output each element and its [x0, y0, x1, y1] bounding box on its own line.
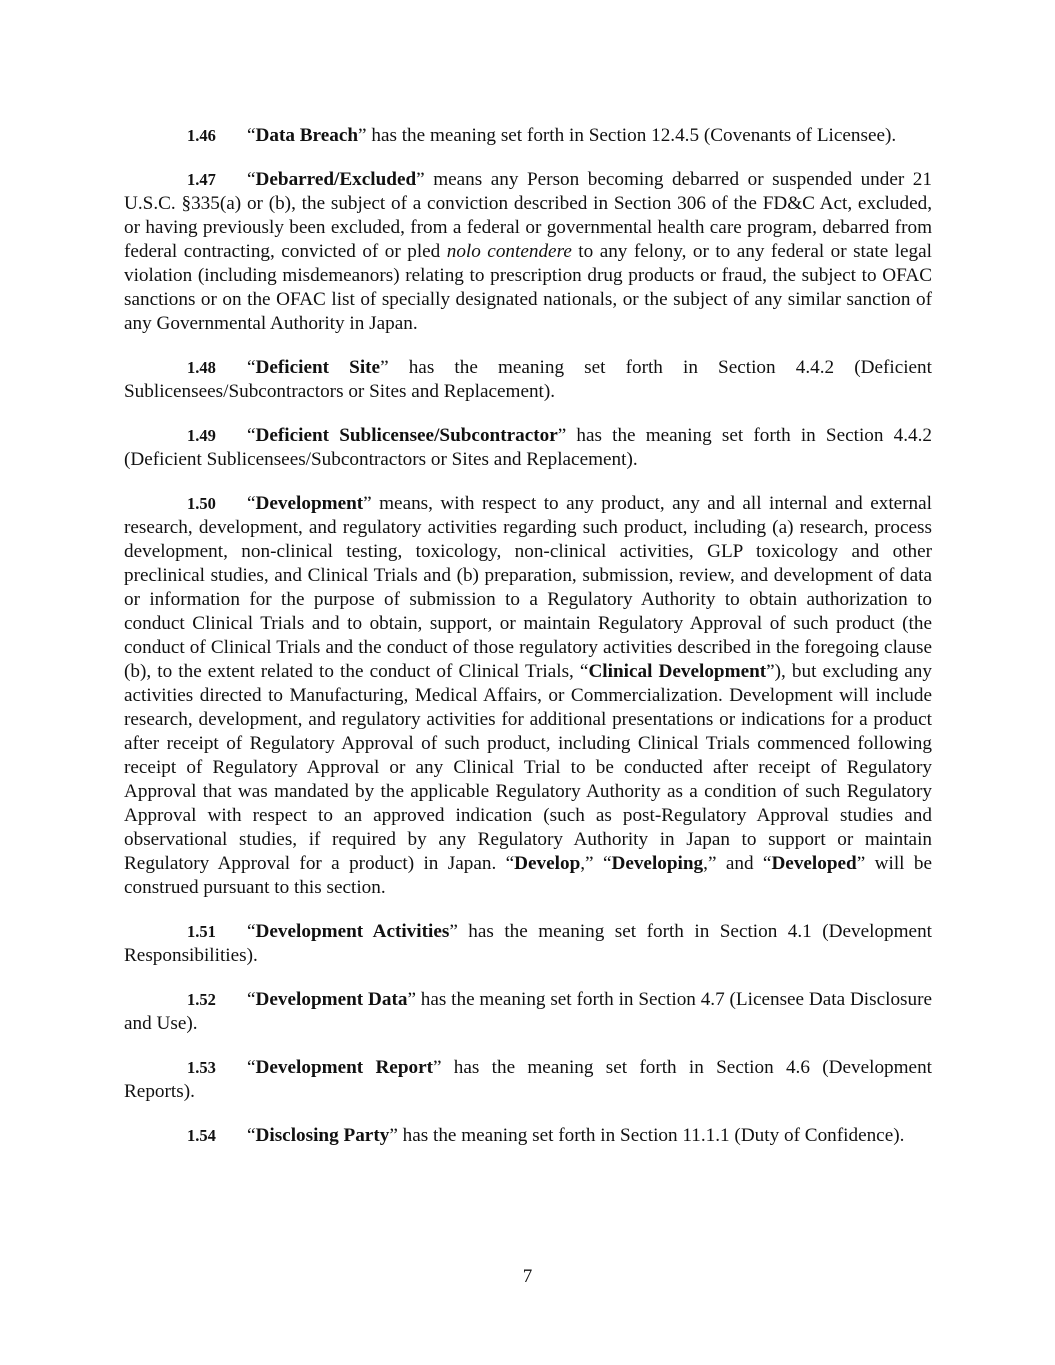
- definition-paragraph: [124, 988, 932, 1036]
- section-number: 1.46: [187, 126, 216, 145]
- section-number: 1.52: [187, 990, 216, 1009]
- section-number: 1.51: [187, 922, 216, 941]
- page-number: 7: [522, 1266, 533, 1287]
- definition-paragraph: [124, 492, 932, 900]
- text-run: ” has the meaning set forth in Section 4.6 (Development Reports).: [124, 1057, 932, 1102]
- section-number: 1.47: [187, 170, 216, 189]
- defined-term: Development Data: [255, 989, 408, 1010]
- defined-term: Development: [255, 493, 364, 514]
- definition-text: [124, 169, 932, 334]
- text-run: ” means any Person becoming debarred or suspended under 21 U.S.C. §335(a) or (b), the subject of a conviction described in Section 306 of the FD&C Act, excluded, or having previously been excluded, from a federal or governmental health care program, debarred from federal contracting, convicted of or pled: [124, 169, 932, 262]
- section-number: 1.50: [187, 494, 216, 513]
- text-run: “: [247, 125, 256, 146]
- defined-term: Data Breach: [255, 125, 359, 146]
- text-run: “: [247, 1057, 256, 1078]
- text-run: “: [247, 357, 256, 378]
- text-run: “: [247, 989, 256, 1010]
- definition-paragraph: [124, 424, 932, 472]
- document-body: [124, 124, 932, 1168]
- text-run: ,” “: [580, 853, 612, 874]
- defined-term: Disclosing Party: [255, 1125, 390, 1146]
- text-run: “: [247, 921, 256, 942]
- definition-text: [247, 1125, 904, 1146]
- text-run: ” has the meaning set forth in Section 11.1.1 (Duty of Confidence).: [389, 1125, 905, 1146]
- section-number: 1.48: [187, 358, 216, 377]
- definition-paragraph: [124, 168, 932, 336]
- italic-text: nolo contendere: [446, 241, 572, 262]
- text-run: ” has the meaning set forth in Section 4.4.2 (Deficient Sublicensees/Subcontractors or Sites and Replacement).: [124, 357, 932, 402]
- definition-paragraph: [124, 124, 932, 148]
- text-run: “: [247, 1125, 256, 1146]
- text-run: ,” and “: [703, 853, 772, 874]
- text-run: ” has the meaning set forth in Section 12.4.5 (Covenants of Licensee).: [358, 125, 897, 146]
- section-number: 1.53: [187, 1058, 216, 1077]
- definition-paragraph: [124, 920, 932, 968]
- text-run: ” will be construed pursuant to this section.: [124, 853, 932, 898]
- text-run: ” has the meaning set forth in Section 4.4.2 (Deficient Sublicensees/Subcontractors or Sites and Replacement).: [124, 425, 932, 470]
- defined-term: Develop: [514, 853, 581, 874]
- defined-term: Developed: [771, 853, 857, 874]
- defined-term: Deficient Site: [255, 357, 381, 378]
- text-run: ” has the meaning set forth in Section 4.1 (Development Responsibilities).: [124, 921, 932, 966]
- section-number: 1.54: [187, 1126, 216, 1145]
- text-run: ” means, with respect to any product, any and all internal and external research, development, and regulatory activities regarding such product, including (a) research, process development, non-clinical testing, toxicology, non-clinical activities, GLP toxicology and other preclinical studies, and Clinical Trials and (b) preparation, submission, review, and development of data or information for the purpose of submission to a Regulatory Authority to obtain authorization to conduct Clinical Trials and to obtain, support, or maintain Regulatory Approval of such product (the conduct of Clinical Trials and the conduct of those regulatory activities described in the foregoing clause (b), to the extent related to the conduct of Clinical Trials, “: [124, 493, 932, 682]
- defined-term: Developing: [611, 853, 704, 874]
- defined-term: Development Activities: [255, 921, 450, 942]
- definition-text: [247, 125, 896, 146]
- text-run: “: [247, 169, 256, 190]
- defined-term: Development Report: [255, 1057, 433, 1078]
- text-run: ”), but excluding any activities directed to Manufacturing, Medical Affairs, or Commercialization. Development will include research, development, and regulatory activities for additional presentations or indications for a product after receipt of Regulatory Approval of such product, including Clinical Trials commenced following receipt of Regulatory Approval or any Clinical Trial to be conducted after receipt of Regulatory Approval that was mandated by the applicable Regulatory Authority as a condition of such Regulatory Approval with respect to an approved indication (such as post-Regulatory Approval studies and observational studies, if required by any Regulatory Authority in Japan to support or maintain Regulatory Approval for a product) in Japan. “: [124, 661, 932, 874]
- definition-paragraph: [124, 1124, 932, 1148]
- definition-paragraph: [124, 1056, 932, 1104]
- defined-term: Deficient Sublicensee/Subcontractor: [255, 425, 558, 446]
- text-run: “: [247, 425, 256, 446]
- definition-text: [124, 493, 932, 898]
- section-number: 1.49: [187, 426, 216, 445]
- definition-paragraph: [124, 356, 932, 404]
- text-run: to any felony, or to any federal or state legal violation (including misdemeanors) relating to prescription drug products or fraud, the subject to OFAC sanctions or on the OFAC list of specially designated nationals, or the subject of any similar sanction of any Governmental Authority in Japan.: [124, 241, 932, 334]
- text-run: ” has the meaning set forth in Section 4.7 (Licensee Data Disclosure and Use).: [124, 989, 933, 1034]
- defined-term: Debarred/Excluded: [255, 169, 417, 190]
- defined-term: Clinical Development: [588, 661, 767, 682]
- text-run: “: [247, 493, 256, 514]
